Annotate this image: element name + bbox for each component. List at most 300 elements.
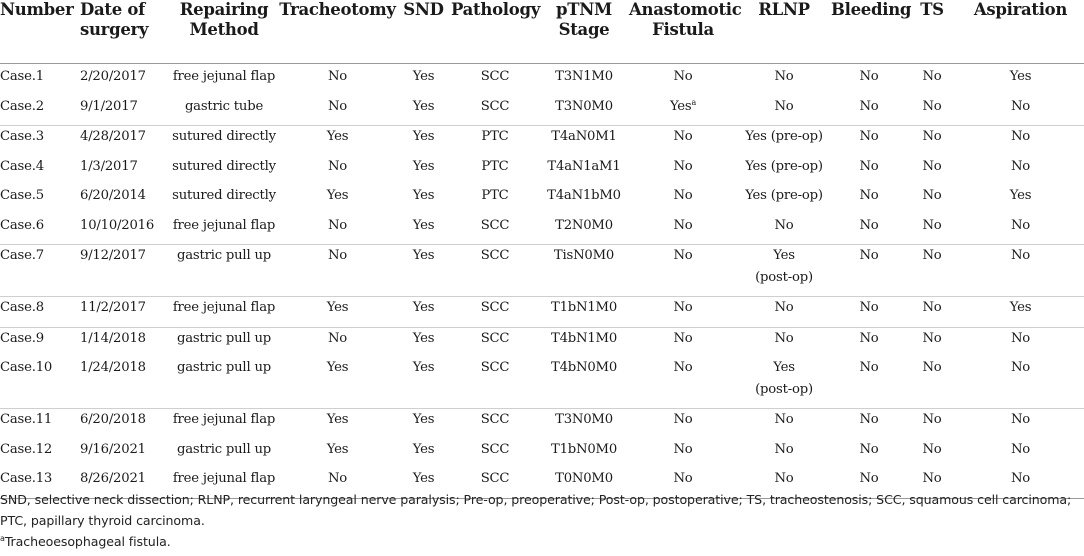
cell-snd-value: Yes <box>412 69 435 84</box>
cell-snd-value: Yes <box>412 188 435 203</box>
cell-tracheotomy-value: No <box>327 98 348 114</box>
cell-bleeding <box>831 156 907 186</box>
cell-anastomotic-fistula-value: No <box>673 129 693 144</box>
cell-pathology <box>451 297 539 328</box>
cell-date-value: 8/26/2021 <box>80 471 146 486</box>
cell-pathology-value: SCC <box>480 217 510 233</box>
cell-ts <box>907 126 957 156</box>
cell-aspiration <box>957 64 1084 96</box>
cell-bleeding <box>831 126 907 156</box>
cell-pathology <box>451 126 539 156</box>
cell-aspiration-value: No <box>1010 158 1031 174</box>
cell-rlnp <box>737 327 831 357</box>
cell-repairing-method <box>169 297 279 328</box>
cell-ptnm-stage <box>539 215 629 245</box>
cell-aspiration-value: No <box>1010 330 1031 346</box>
cell-ptnm-stage <box>539 96 629 126</box>
cell-snd-value: Yes <box>412 360 435 375</box>
cell-date <box>80 439 169 469</box>
table-row <box>0 245 1084 297</box>
cell-snd-value: Yes <box>412 300 435 315</box>
table-row <box>0 439 1084 469</box>
table-footnotes <box>0 489 1084 552</box>
cell-snd <box>396 215 451 245</box>
cell-rlnp <box>737 64 831 96</box>
cell-aspiration-value: No <box>1010 129 1031 144</box>
cell-ts-value: No <box>922 441 942 457</box>
cell-date-value: 1/3/2017 <box>80 158 138 174</box>
footnote-ref-marker: a <box>691 97 697 107</box>
cell-pathology <box>451 327 539 357</box>
cell-date-value: 1/24/2018 <box>80 360 146 375</box>
cell-anastomotic-fistula <box>629 156 737 186</box>
cell-date-value: 4/28/2017 <box>80 129 146 144</box>
cell-bleeding-value: No <box>859 188 879 203</box>
cell-ptnm-stage-value: T3N0M0 <box>555 412 613 427</box>
cell-rlnp <box>737 439 831 469</box>
cell-anastomotic-fistula-value: No <box>673 360 693 375</box>
cell-rlnp <box>737 409 831 439</box>
cell-repairing-method <box>169 327 279 357</box>
cell-date-value: 2/20/2017 <box>80 69 146 84</box>
cell-aspiration-value: No <box>1010 248 1031 263</box>
cell-date <box>80 409 169 439</box>
cell-number-value: Case.12 <box>0 441 53 457</box>
cell-pathology-value: SCC <box>480 412 510 427</box>
cell-tracheotomy-value: Yes <box>326 412 349 427</box>
cell-date-value: 6/20/2018 <box>80 412 146 427</box>
cell-anastomotic-fistula-value: No <box>673 217 693 233</box>
cell-date <box>80 64 169 96</box>
cell-snd-value: Yes <box>412 158 435 174</box>
header-pathology: Pathology <box>451 0 539 64</box>
table-row <box>0 126 1084 156</box>
cell-ts <box>907 439 957 469</box>
cell-anastomotic-fistula <box>629 409 737 439</box>
cell-aspiration <box>957 215 1084 245</box>
cell-ts-value: No <box>922 129 942 144</box>
cell-ptnm-stage-value: T3N1M0 <box>555 69 613 84</box>
cell-repairing-method <box>169 409 279 439</box>
cell-aspiration-value: No <box>1010 412 1031 427</box>
cell-bleeding-value: No <box>859 441 879 457</box>
cell-bleeding-value: No <box>859 158 879 174</box>
cell-snd-value: Yes <box>412 330 435 346</box>
cell-repairing-method-value: gastric tube <box>184 98 264 114</box>
cell-bleeding <box>831 357 907 409</box>
cell-rlnp <box>737 245 831 297</box>
cell-ptnm-stage <box>539 156 629 186</box>
cell-bleeding <box>831 297 907 328</box>
cell-ts-value: No <box>922 98 942 114</box>
table-body <box>0 64 1084 499</box>
cell-ptnm-stage-value: T4bN0M0 <box>550 360 618 375</box>
footnote-text: Tracheoesophageal fistula. <box>4 534 171 549</box>
cell-tracheotomy-value: Yes <box>326 360 349 375</box>
cell-rlnp <box>737 156 831 186</box>
cell-ts <box>907 409 957 439</box>
cell-number <box>0 357 80 409</box>
cell-number-value: Case.5 <box>0 188 44 203</box>
rlnp-line: No <box>774 441 794 457</box>
abbreviations-note: SND, selective neck dissection; RLNP, recurrent laryngeal nerve paralysis; Pre-op, preoperative; Post-op, postoperative; TS, tracheostenosis; SCC, squamous cell carcinoma; PTC, papillary thyroid carcinoma. <box>0 492 1072 528</box>
cell-date-value: 6/20/2014 <box>80 188 146 203</box>
cell-ptnm-stage-value: T1bN1M0 <box>550 300 618 315</box>
cell-ts <box>907 185 957 215</box>
cell-ptnm-stage <box>539 245 629 297</box>
fistula-footnote <box>0 531 1084 552</box>
cell-ts-value: No <box>922 69 942 84</box>
cell-anastomotic-fistula <box>629 215 737 245</box>
cell-ptnm-stage-value: T2N0M0 <box>555 217 613 233</box>
cell-date-value: 9/16/2021 <box>80 441 146 457</box>
cell-anastomotic-fistula <box>629 245 737 297</box>
cell-bleeding-value: No <box>859 330 879 346</box>
cell-pathology <box>451 357 539 409</box>
cell-tracheotomy <box>279 64 396 96</box>
rlnp-line: No <box>774 330 794 346</box>
cell-aspiration-value: No <box>1010 471 1031 486</box>
cell-anastomotic-fistula-value: No <box>673 188 693 203</box>
rlnp-line: Yes (pre-op) <box>745 158 823 174</box>
cell-ts-value: No <box>922 217 942 233</box>
cell-anastomotic-fistula <box>629 357 737 409</box>
cell-ts-value: No <box>922 471 942 486</box>
cell-snd-value: Yes <box>412 471 435 486</box>
cell-date <box>80 215 169 245</box>
cell-repairing-method-value: sutured directly <box>172 129 276 144</box>
cell-tracheotomy-value: No <box>327 330 348 346</box>
cell-tracheotomy-value: Yes <box>326 441 349 457</box>
cell-pathology-value: SCC <box>480 300 510 315</box>
cell-number-value: Case.11 <box>0 412 53 427</box>
cell-ptnm-stage-value: T4bN1M0 <box>550 330 618 346</box>
cell-repairing-method-value: gastric pull up <box>177 360 271 375</box>
cell-repairing-method <box>169 245 279 297</box>
cell-pathology <box>451 185 539 215</box>
cell-ptnm-stage <box>539 439 629 469</box>
cell-repairing-method-value: free jejunal flap <box>172 300 276 315</box>
cell-repairing-method <box>169 357 279 409</box>
header-rlnp: RLNP <box>737 0 831 64</box>
cell-anastomotic-fistula-value: Yes <box>669 98 692 114</box>
cell-pathology <box>451 409 539 439</box>
cell-tracheotomy-value: Yes <box>326 188 349 203</box>
cell-ptnm-stage <box>539 297 629 328</box>
cell-ptnm-stage-value: T4aN1bM0 <box>547 188 621 203</box>
cell-number <box>0 64 80 96</box>
cell-ts <box>907 297 957 328</box>
cell-ts-value: No <box>922 158 942 174</box>
cell-aspiration <box>957 185 1084 215</box>
cell-repairing-method-value: free jejunal flap <box>172 471 276 486</box>
cell-tracheotomy <box>279 185 396 215</box>
cell-rlnp <box>737 185 831 215</box>
cell-bleeding <box>831 245 907 297</box>
cell-number <box>0 156 80 186</box>
table-row <box>0 215 1084 245</box>
cell-ptnm-stage <box>539 327 629 357</box>
cell-ts-value: No <box>922 412 942 427</box>
cell-rlnp <box>737 126 831 156</box>
cell-snd <box>396 64 451 96</box>
cell-date <box>80 327 169 357</box>
cell-number <box>0 327 80 357</box>
cell-repairing-method <box>169 96 279 126</box>
cell-snd-value: Yes <box>412 248 435 263</box>
cell-snd-value: Yes <box>412 441 435 457</box>
header-ts: TS <box>907 0 957 64</box>
cell-ts <box>907 357 957 409</box>
header-snd: SND <box>396 0 451 64</box>
cell-snd <box>396 185 451 215</box>
cell-bleeding <box>831 185 907 215</box>
cell-ts-value: No <box>922 330 942 346</box>
cell-tracheotomy <box>279 439 396 469</box>
cell-bleeding <box>831 215 907 245</box>
cell-aspiration-value: Yes <box>1009 188 1032 203</box>
cell-pathology-value: SCC <box>480 98 510 114</box>
cell-snd-value: Yes <box>412 98 435 114</box>
cell-ptnm-stage-value: T3N0M0 <box>555 98 613 114</box>
cell-number-value: Case.13 <box>0 471 53 486</box>
cell-pathology-value: PTC <box>481 129 509 144</box>
cell-ptnm-stage <box>539 126 629 156</box>
cell-pathology-value: SCC <box>480 248 510 263</box>
header-number: Number <box>0 0 80 64</box>
cell-repairing-method-value: gastric pull up <box>177 441 271 457</box>
cell-aspiration <box>957 156 1084 186</box>
cell-ptnm-stage-value: TisN0M0 <box>553 248 615 263</box>
header-date-of-surgery: Date of surgery <box>80 0 169 64</box>
cell-snd <box>396 409 451 439</box>
cell-bleeding-value: No <box>859 217 879 233</box>
cell-aspiration <box>957 327 1084 357</box>
cell-pathology-value: SCC <box>480 69 510 84</box>
cell-date <box>80 297 169 328</box>
cell-date <box>80 185 169 215</box>
rlnp-line: No <box>774 471 794 486</box>
cell-aspiration <box>957 439 1084 469</box>
cell-ts <box>907 215 957 245</box>
cell-repairing-method <box>169 185 279 215</box>
cell-aspiration-value: Yes <box>1009 300 1032 315</box>
cell-ts-value: No <box>922 300 942 315</box>
cell-number <box>0 245 80 297</box>
cell-tracheotomy-value: Yes <box>326 300 349 315</box>
cell-pathology <box>451 439 539 469</box>
cell-bleeding-value: No <box>859 69 879 84</box>
cell-date-value: 1/14/2018 <box>80 330 146 346</box>
cell-tracheotomy <box>279 126 396 156</box>
rlnp-line: Yes <box>773 248 795 263</box>
cell-bleeding-value: No <box>859 360 879 375</box>
cell-ts-value: No <box>922 188 942 203</box>
cell-aspiration <box>957 409 1084 439</box>
cell-date-value: 9/12/2017 <box>80 248 146 263</box>
cell-tracheotomy <box>279 215 396 245</box>
cell-ptnm-stage <box>539 64 629 96</box>
cell-rlnp <box>737 297 831 328</box>
cell-number-value: Case.7 <box>0 248 44 263</box>
cell-bleeding-value: No <box>859 129 879 144</box>
footnote-marker: a <box>0 534 5 543</box>
cell-repairing-method <box>169 64 279 96</box>
cell-date <box>80 96 169 126</box>
cell-tracheotomy-value: No <box>327 217 348 233</box>
header-bleeding: Bleeding <box>831 0 907 64</box>
cell-ptnm-stage <box>539 409 629 439</box>
cell-date-value: 11/2/2017 <box>80 300 146 315</box>
cell-aspiration <box>957 96 1084 126</box>
cell-repairing-method-value: sutured directly <box>172 158 276 174</box>
cell-number <box>0 439 80 469</box>
cell-number <box>0 126 80 156</box>
cell-snd-value: Yes <box>412 129 435 144</box>
cell-number <box>0 409 80 439</box>
cell-pathology <box>451 96 539 126</box>
cell-bleeding <box>831 327 907 357</box>
cell-anastomotic-fistula-value: No <box>673 412 693 427</box>
rlnp-line: No <box>774 412 794 427</box>
cell-repairing-method <box>169 215 279 245</box>
header-anastomotic-fistula: Anastomotic Fistula <box>629 0 737 64</box>
cell-ptnm-stage <box>539 357 629 409</box>
table-row <box>0 185 1084 215</box>
cell-rlnp <box>737 215 831 245</box>
cell-aspiration-value: No <box>1010 360 1031 375</box>
cell-repairing-method-value: sutured directly <box>172 188 276 203</box>
cell-aspiration <box>957 297 1084 328</box>
cell-tracheotomy <box>279 409 396 439</box>
cell-snd <box>396 156 451 186</box>
cell-ptnm-stage-value: T4aN1aM1 <box>547 158 621 174</box>
cell-aspiration <box>957 245 1084 297</box>
rlnp-line: (post-op) <box>755 382 813 397</box>
cell-tracheotomy <box>279 156 396 186</box>
cell-date-value: 9/1/2017 <box>80 98 138 114</box>
cell-tracheotomy-value: No <box>327 158 348 174</box>
cell-repairing-method-value: free jejunal flap <box>172 217 276 233</box>
header-row <box>0 0 1084 64</box>
cell-anastomotic-fistula <box>629 185 737 215</box>
rlnp-line: No <box>774 300 794 315</box>
rlnp-line: Yes <box>773 360 795 375</box>
cell-snd-value: Yes <box>412 217 435 233</box>
cell-bleeding <box>831 409 907 439</box>
cell-pathology-value: PTC <box>481 158 509 174</box>
cell-anastomotic-fistula <box>629 297 737 328</box>
cell-ptnm-stage-value: T4aN0M1 <box>551 129 617 144</box>
cell-aspiration-value: Yes <box>1009 69 1032 84</box>
cell-number-value: Case.3 <box>0 129 44 144</box>
cell-ts <box>907 64 957 96</box>
cell-snd <box>396 245 451 297</box>
cell-ptnm-stage-value: T0N0M0 <box>555 471 613 486</box>
cell-bleeding-value: No <box>859 98 879 114</box>
rlnp-line: No <box>774 98 794 114</box>
cell-pathology-value: SCC <box>480 471 510 486</box>
cell-anastomotic-fistula-value: No <box>673 471 693 486</box>
cell-snd <box>396 126 451 156</box>
cell-pathology <box>451 156 539 186</box>
cell-tracheotomy <box>279 297 396 328</box>
cell-aspiration-value: No <box>1010 441 1031 457</box>
cell-anastomotic-fistula <box>629 64 737 96</box>
cell-anastomotic-fistula-value: No <box>673 248 693 263</box>
cell-ts <box>907 96 957 126</box>
table-row <box>0 156 1084 186</box>
rlnp-line: Yes (pre-op) <box>745 188 823 203</box>
cell-pathology-value: SCC <box>480 360 510 375</box>
cell-bleeding-value: No <box>859 412 879 427</box>
cell-number-value: Case.4 <box>0 158 44 174</box>
cell-aspiration <box>957 126 1084 156</box>
cell-snd <box>396 96 451 126</box>
cell-pathology <box>451 64 539 96</box>
cell-number-value: Case.1 <box>0 69 44 84</box>
cell-aspiration-value: No <box>1010 217 1031 233</box>
cell-snd <box>396 297 451 328</box>
cell-tracheotomy <box>279 245 396 297</box>
cell-number <box>0 297 80 328</box>
cell-aspiration-value: No <box>1010 98 1031 114</box>
cell-bleeding <box>831 64 907 96</box>
table-row <box>0 64 1084 96</box>
cell-anastomotic-fistula-value: No <box>673 158 693 174</box>
cell-repairing-method <box>169 439 279 469</box>
cell-repairing-method-value: free jejunal flap <box>172 69 276 84</box>
rlnp-line: (post-op) <box>755 270 813 285</box>
cell-bleeding-value: No <box>859 471 879 486</box>
table-row <box>0 357 1084 409</box>
cell-ptnm-stage <box>539 185 629 215</box>
cell-tracheotomy <box>279 96 396 126</box>
cell-number-value: Case.2 <box>0 98 44 114</box>
cell-tracheotomy <box>279 357 396 409</box>
cell-ts <box>907 156 957 186</box>
cell-snd <box>396 327 451 357</box>
cell-rlnp <box>737 357 831 409</box>
header-aspiration: Aspiration <box>957 0 1084 64</box>
cell-number <box>0 96 80 126</box>
cell-snd <box>396 439 451 469</box>
cell-pathology <box>451 245 539 297</box>
cell-tracheotomy-value: No <box>327 471 348 486</box>
cell-aspiration <box>957 357 1084 409</box>
cell-pathology-value: SCC <box>480 330 510 346</box>
cell-anastomotic-fistula <box>629 96 737 126</box>
cell-number-value: Case.8 <box>0 300 44 315</box>
cell-anastomotic-fistula-value: No <box>673 69 693 84</box>
cell-anastomotic-fistula-value: No <box>673 330 693 346</box>
table-row <box>0 409 1084 439</box>
cell-number <box>0 185 80 215</box>
cell-bleeding <box>831 439 907 469</box>
table-row <box>0 327 1084 357</box>
header-ptnm-stage: pTNM Stage <box>539 0 629 64</box>
cell-tracheotomy-value: No <box>327 69 348 84</box>
rlnp-line: No <box>774 217 794 233</box>
cell-anastomotic-fistula-value: No <box>673 441 693 457</box>
cell-tracheotomy <box>279 327 396 357</box>
cell-date <box>80 156 169 186</box>
header-tracheotomy: Tracheotomy <box>279 0 396 64</box>
cell-ts <box>907 327 957 357</box>
cell-anastomotic-fistula <box>629 439 737 469</box>
cell-anastomotic-fistula <box>629 126 737 156</box>
cell-snd-value: Yes <box>412 412 435 427</box>
